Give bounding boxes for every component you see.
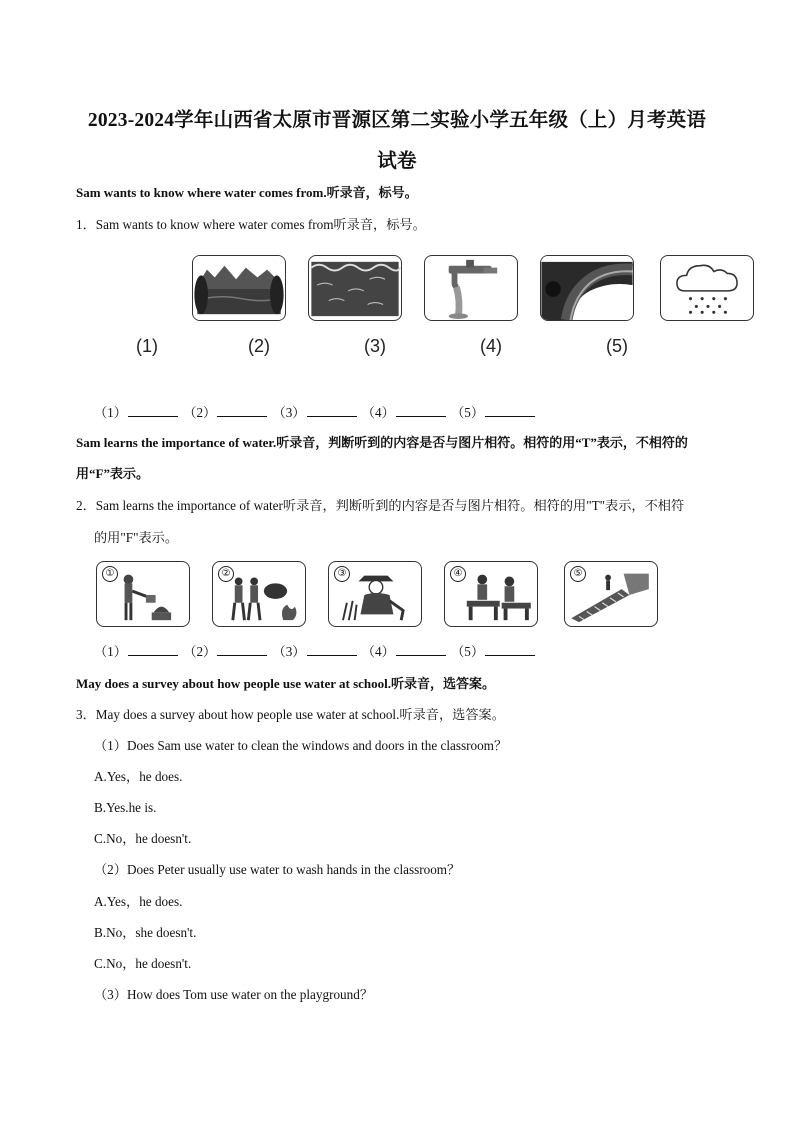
answer-blank[interactable]	[307, 404, 357, 417]
mountain-lake-icon	[192, 255, 286, 321]
part1-heading: Sam wants to know where water comes from.听录音，标号。	[76, 185, 418, 200]
picture-number: (3)	[364, 336, 386, 356]
picture-number: (1)	[136, 336, 158, 356]
sea-waves-icon	[308, 255, 402, 321]
answer-option[interactable]: C.No，he doesn't.	[94, 831, 192, 846]
answer-option[interactable]: A.Yes，he does.	[94, 769, 183, 784]
watering-plants-icon: ①	[96, 561, 190, 627]
answer-blank[interactable]	[128, 643, 178, 656]
part2-answer-row: （1） （2） （3） （4） （5）	[94, 643, 537, 661]
sub-question: （1）Does Sam use water to clean the windows and doors in the classroom？	[94, 738, 508, 753]
answer-blank[interactable]	[217, 404, 267, 417]
water-tap-icon	[424, 255, 518, 321]
answer-blank[interactable]	[485, 643, 535, 656]
answer-blank[interactable]	[396, 643, 446, 656]
part1-answer-row: （1） （2） （3） （4） （5）	[94, 404, 537, 422]
answer-option[interactable]: A.Yes，he does.	[94, 894, 183, 909]
answer-blank[interactable]	[128, 404, 178, 417]
picture-number: (4)	[480, 336, 502, 356]
factory-workers-icon: ④	[444, 561, 538, 627]
exam-title-continued: 试卷	[377, 151, 417, 172]
dam-icon: ⑤	[564, 561, 658, 627]
answer-option[interactable]: C.No，he doesn't.	[94, 956, 192, 971]
rain-cloud-icon	[660, 255, 754, 321]
exam-title: 2023-2024学年山西省太原市晋源区第二实验小学五年级（上）月考英语	[87, 110, 707, 131]
farmer-icon: ③	[328, 561, 422, 627]
picture-number: (5)	[606, 336, 628, 356]
fire-fighting-icon: ②	[212, 561, 306, 627]
picture-number: (2)	[248, 336, 270, 356]
question-2-continued: 的用"F"表示。	[94, 530, 179, 545]
part3-heading: May does a survey about how people use water at school.听录音，选答案。	[76, 676, 496, 691]
answer-blank[interactable]	[396, 404, 446, 417]
sub-question: （2）Does Peter usually use water to wash hands in the classroom？	[94, 862, 461, 877]
question-1: 1．Sam wants to know where water comes from听录音，标号。	[76, 217, 426, 232]
answer-blank[interactable]	[485, 404, 535, 417]
part2-heading: Sam learns the importance of water.听录音，判断听到的内容是否与图片相符。相符的用“T”表示，不相符的用“F”表示。	[76, 435, 688, 481]
question-3: 3．May does a survey about how people use water at school.听录音，选答案。	[76, 707, 505, 722]
sub-question: （3）How does Tom use water on the playground？	[94, 987, 374, 1002]
answer-option[interactable]: B.Yes.he is.	[94, 800, 157, 815]
answer-blank[interactable]	[307, 643, 357, 656]
river-icon	[540, 255, 634, 321]
question-2: 2．Sam learns the importance of water听录音，判断听到的内容是否与图片相符。相符的用"T"表示，不相符	[76, 498, 685, 513]
answer-option[interactable]: B.No，she doesn't.	[94, 925, 197, 940]
answer-blank[interactable]	[217, 643, 267, 656]
